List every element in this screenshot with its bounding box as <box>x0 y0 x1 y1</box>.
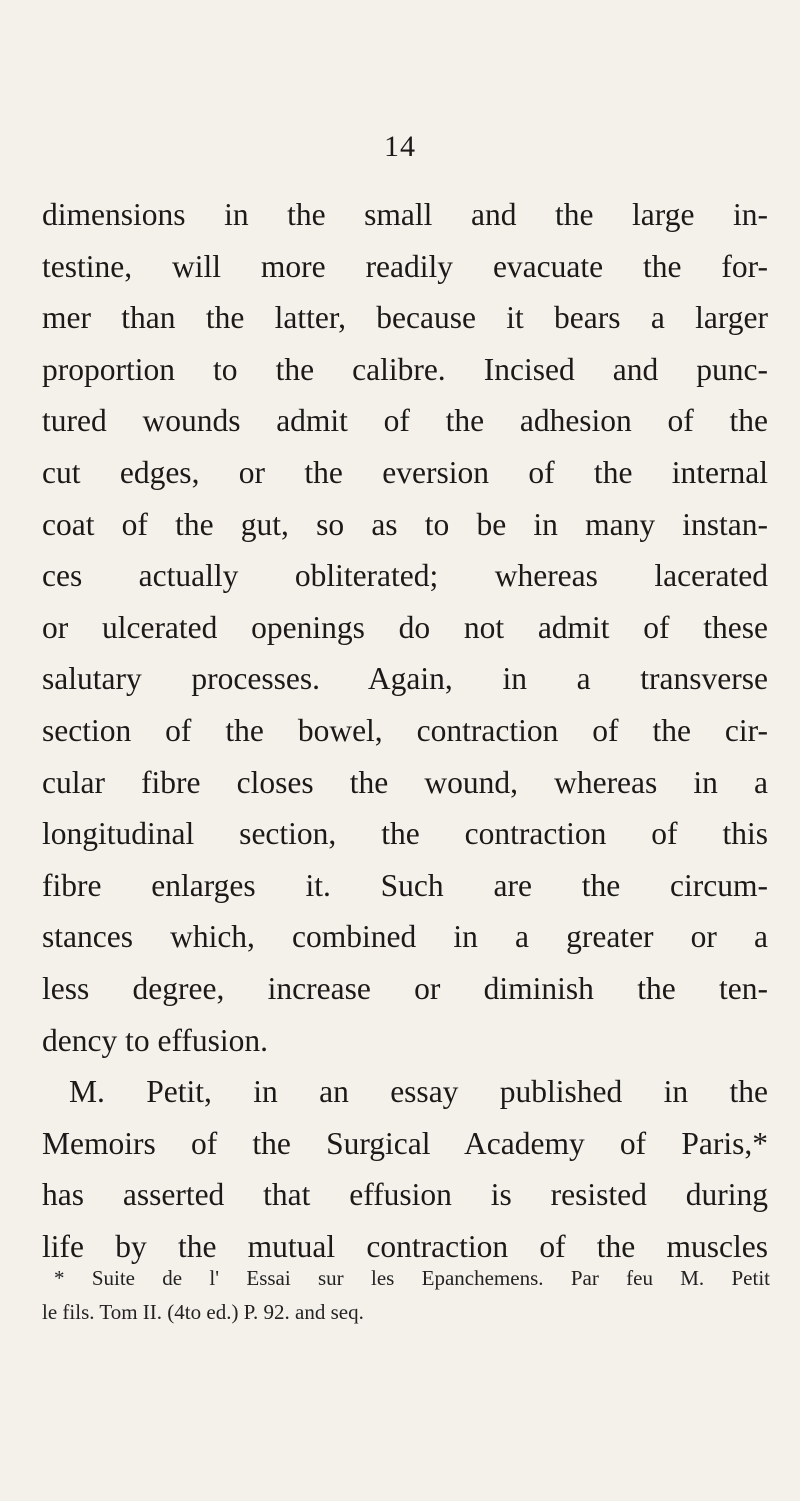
paragraph <box>42 189 768 1066</box>
footnote-line: le fils. Tom II. (4to ed.) P. 92. and seq. <box>42 1300 364 1324</box>
text-line: life by the mutual contraction of the muscles <box>42 1228 768 1264</box>
text-line: longitudinal section, the contraction of this <box>42 816 768 852</box>
text-line: or ulcerated openings do not admit of these <box>42 609 768 645</box>
text-line: M. Petit, in an essay published in the <box>69 1074 768 1110</box>
text-line: proportion to the calibre. Incised and punc- <box>42 351 768 387</box>
footnote-line: * Suite de l' Essai sur les Epanchemens. Par feu M. Petit <box>54 1266 770 1290</box>
body-text <box>42 189 768 1272</box>
text-line: coat of the gut, so as to be in many instan- <box>42 506 768 542</box>
text-line: ces actually obliterated; whereas lacerated <box>42 558 768 594</box>
text-line: tured wounds admit of the adhesion of the <box>42 403 768 439</box>
footnote <box>42 1261 770 1329</box>
paragraph <box>42 1066 768 1272</box>
page-number: 14 <box>384 130 416 163</box>
text-line: Memoirs of the Surgical Academy of Paris,* <box>42 1125 768 1161</box>
text-line: dency to effusion. <box>42 1022 268 1058</box>
text-line: fibre enlarges it. Such are the circum- <box>42 867 768 903</box>
text-line: section of the bowel, contraction of the cir- <box>42 712 768 748</box>
text-line: testine, will more readily evacuate the for- <box>42 248 768 284</box>
text-line: has asserted that effusion is resisted during <box>42 1177 768 1213</box>
text-line: dimensions in the small and the large in- <box>42 197 768 232</box>
text-line: less degree, increase or diminish the ten- <box>42 970 768 1006</box>
text-line: cular fibre closes the wound, whereas in a <box>42 764 768 800</box>
text-line: salutary processes. Again, in a transverse <box>42 661 768 697</box>
text-line: mer than the latter, because it bears a larger <box>42 300 768 336</box>
text-line: cut edges, or the eversion of the internal <box>42 454 768 490</box>
text-line: stances which, combined in a greater or a <box>42 919 768 955</box>
